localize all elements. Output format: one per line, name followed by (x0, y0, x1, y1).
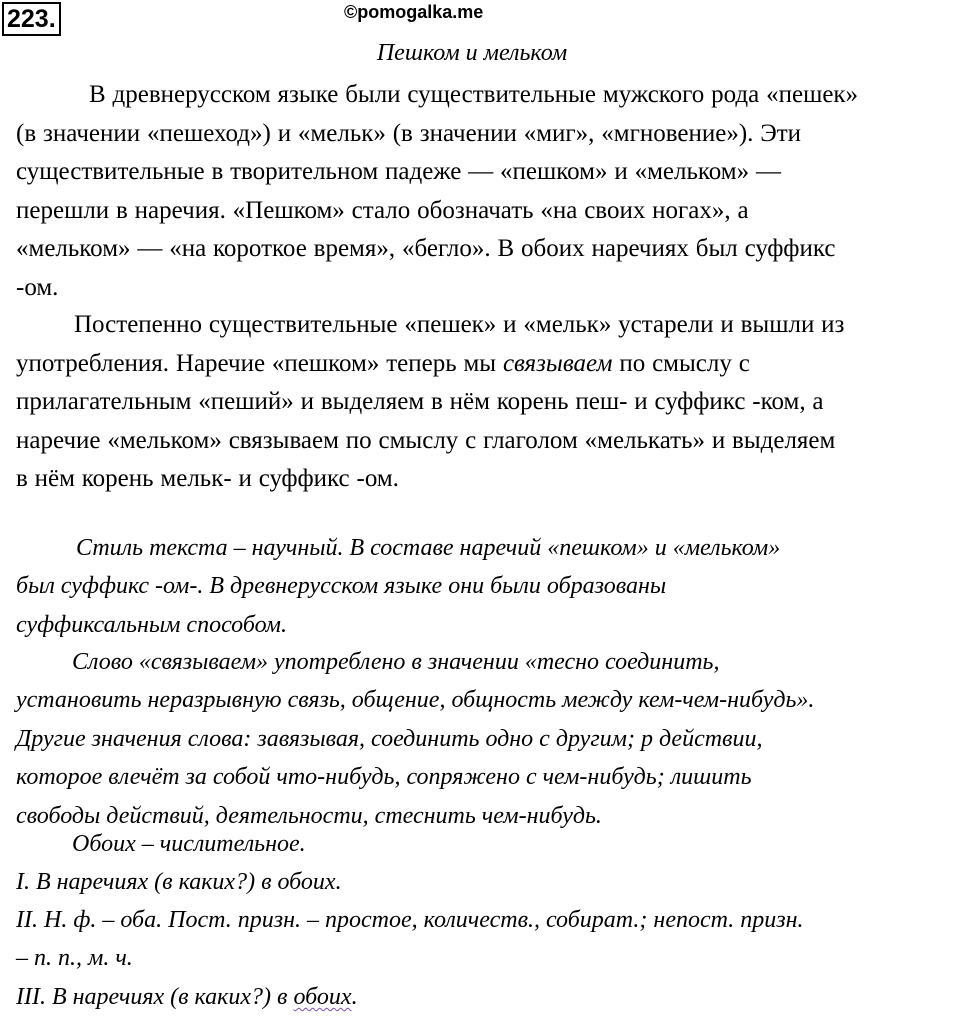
text-line: перешли в наречия. «Пешком» стало обозначать «на своих ногах», а (16, 196, 749, 224)
answer-meaning-paragraph (16, 643, 956, 835)
answer-analysis-2 (16, 901, 956, 978)
text-line: В древнерусском языке были существительные мужского рода «пешек» (89, 81, 859, 108)
text-line: -ом. (16, 273, 59, 301)
answer-line: I. В наречиях (в каких?) в обоих. (16, 869, 342, 895)
text-line: наречие «мельком» связываем по смыслу с глаголом «мелькать» и выделяем (16, 426, 836, 454)
answer-line: суффиксальным способом. (16, 611, 287, 638)
answer-style-paragraph (16, 529, 956, 644)
text-fragment: III. В наречиях (в каких?) в (16, 984, 294, 1010)
underlined-word: обоих (293, 984, 352, 1010)
answer-line: Стиль текста – научный. В составе наречий «пешком» и «мельком» (76, 535, 781, 561)
answer-numeral-line (16, 825, 956, 863)
answer-line: – п. п., м. ч. (16, 945, 133, 972)
answer-line: которое влечёт за собой что-нибудь, сопряжено с чем-нибудь; лишить (16, 764, 752, 791)
text-paragraph-2 (16, 306, 956, 499)
answer-line: Слово «связываем» употреблено в значении «тесно соединить, (72, 649, 720, 675)
answer-line: Другие значения слова: завязывая, соединить одно с другим; р действии, (16, 725, 763, 752)
answer-analysis-3 (16, 978, 956, 1016)
emphasized-word: связываем (502, 349, 613, 377)
answer-line: был суффикс -ом-. В древнерусском языке они были образованы (16, 573, 667, 600)
text-line (16, 345, 956, 384)
text-title: Пешком и мельком (376, 40, 568, 66)
text-line: Постепенно существительные «пешек» и «мельк» устарели и вышли из (74, 311, 845, 338)
text-line: в нём корень мельк- и суффикс -ом. (16, 465, 399, 493)
text-line: существительные в творительном падеже — «пешком» и «мельком» — (16, 158, 781, 186)
watermark: ©pomogalka.me (344, 2, 484, 22)
text-line: (в значении «пешеход») и «мельк» (в значении «миг», «мгновение»). Эти (16, 119, 802, 147)
exercise-number: 223. (2, 2, 61, 36)
answer-line: II. Н. ф. – оба. Пост. призн. – простое, количеств., собират.; непост. призн. (16, 907, 804, 933)
text-fragment: употребления. Наречие «пешком» теперь мы (16, 349, 503, 377)
text-paragraph-1 (16, 76, 956, 308)
text-fragment: по смыслу с (612, 349, 750, 377)
text-line: прилагательным «пеший» и выделяем в нём корень пеш- и суффикс -ком, а (16, 388, 824, 416)
text-line: «мельком» — «на короткое время», «бегло». В обоих наречиях был суффикс (16, 235, 836, 263)
answer-analysis-1 (16, 863, 956, 901)
answer-line: свободы действий, деятельности, стеснить чем-нибудь. (16, 802, 602, 829)
answer-line: установить неразрывную связь, общение, общность между кем-чем-нибудь». (16, 687, 815, 714)
answer-line (16, 978, 956, 1016)
answer-line: Обоих – числительное. (72, 831, 306, 857)
text-fragment: . (351, 984, 358, 1010)
